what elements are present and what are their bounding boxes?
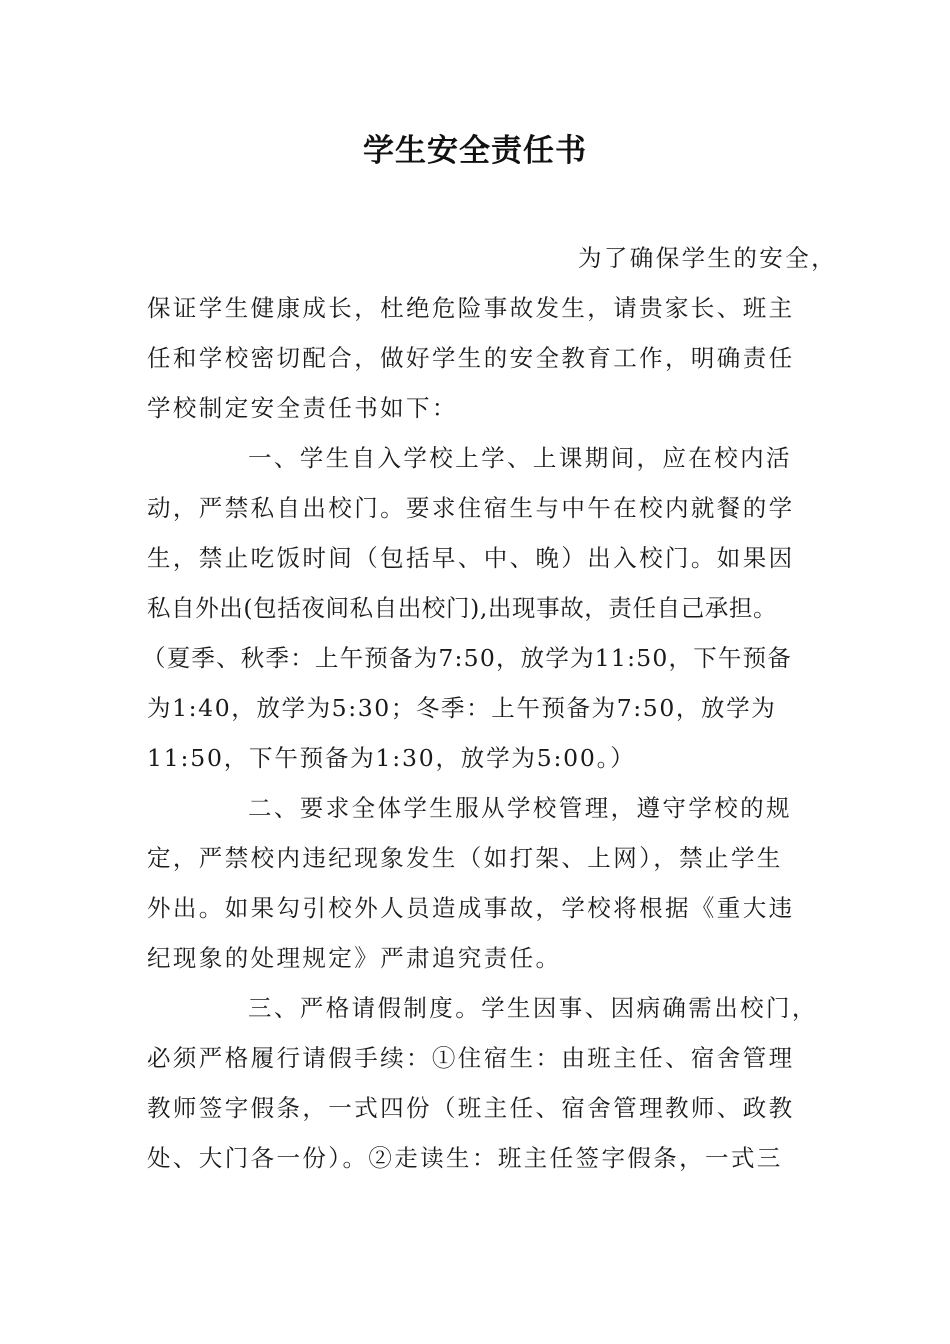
clause-2-line: 纪现象的处理规定》严肃追究责任。 [147,944,562,972]
clause-1-line: 私自外出(包括夜间私自出校门),出现事故，责任自己承担。 [147,594,778,622]
clause-3-line: 处、大门各一份）。②走读生：班主任签字假条，一式三 [147,1144,783,1172]
clause-3-line: 教师签字假条，一式四份（班主任、宿舍管理教师、政教 [147,1094,795,1122]
clause-1-line: 11:50，下午预备为1:30，放学为5:00。） [147,744,636,772]
clause-1-line: 动，严禁私自出校门。要求住宿生与中午在校内就餐的学 [147,494,795,522]
clause-1-line: （夏季、秋季：上午预备为7:50，放学为11:50，下午预备 [142,644,792,672]
paragraph-intro-line: 为了确保学生的安全， [578,244,837,272]
clause-3-line: 三、严格请假制度。学生因事、因病确需出校门， [248,994,818,1022]
paragraph-intro-line: 任和学校密切配合，做好学生的安全教育工作，明确责任 [147,344,795,372]
document-title: 学生安全责任书 [363,133,587,169]
paragraph-intro-line: 学校制定安全责任书如下： [147,394,458,422]
clause-2-line: 二、要求全体学生服从学校管理，遵守学校的规 [248,794,792,822]
clause-2-line: 定，严禁校内违纪现象发生（如打架、上网），禁止学生 [147,844,783,872]
clause-1-line: 一、学生自入学校上学、上课期间，应在校内活 [248,444,792,472]
clause-2-line: 外出。如果勾引校外人员造成事故，学校将根据《重大违 [147,894,795,922]
clause-3-line: 必须严格履行请假手续：①住宿生：由班主任、宿舍管理 [147,1044,795,1072]
clause-1-line: 生，禁止吃饭时间（包括早、中、晚）出入校门。如果因 [147,544,795,572]
paragraph-intro-line: 保证学生健康成长，杜绝危险事故发生，请贵家长、班主 [147,294,795,322]
clause-1-line: 为1:40，放学为5:30；冬季：上午预备为7:50，放学为 [147,694,777,722]
